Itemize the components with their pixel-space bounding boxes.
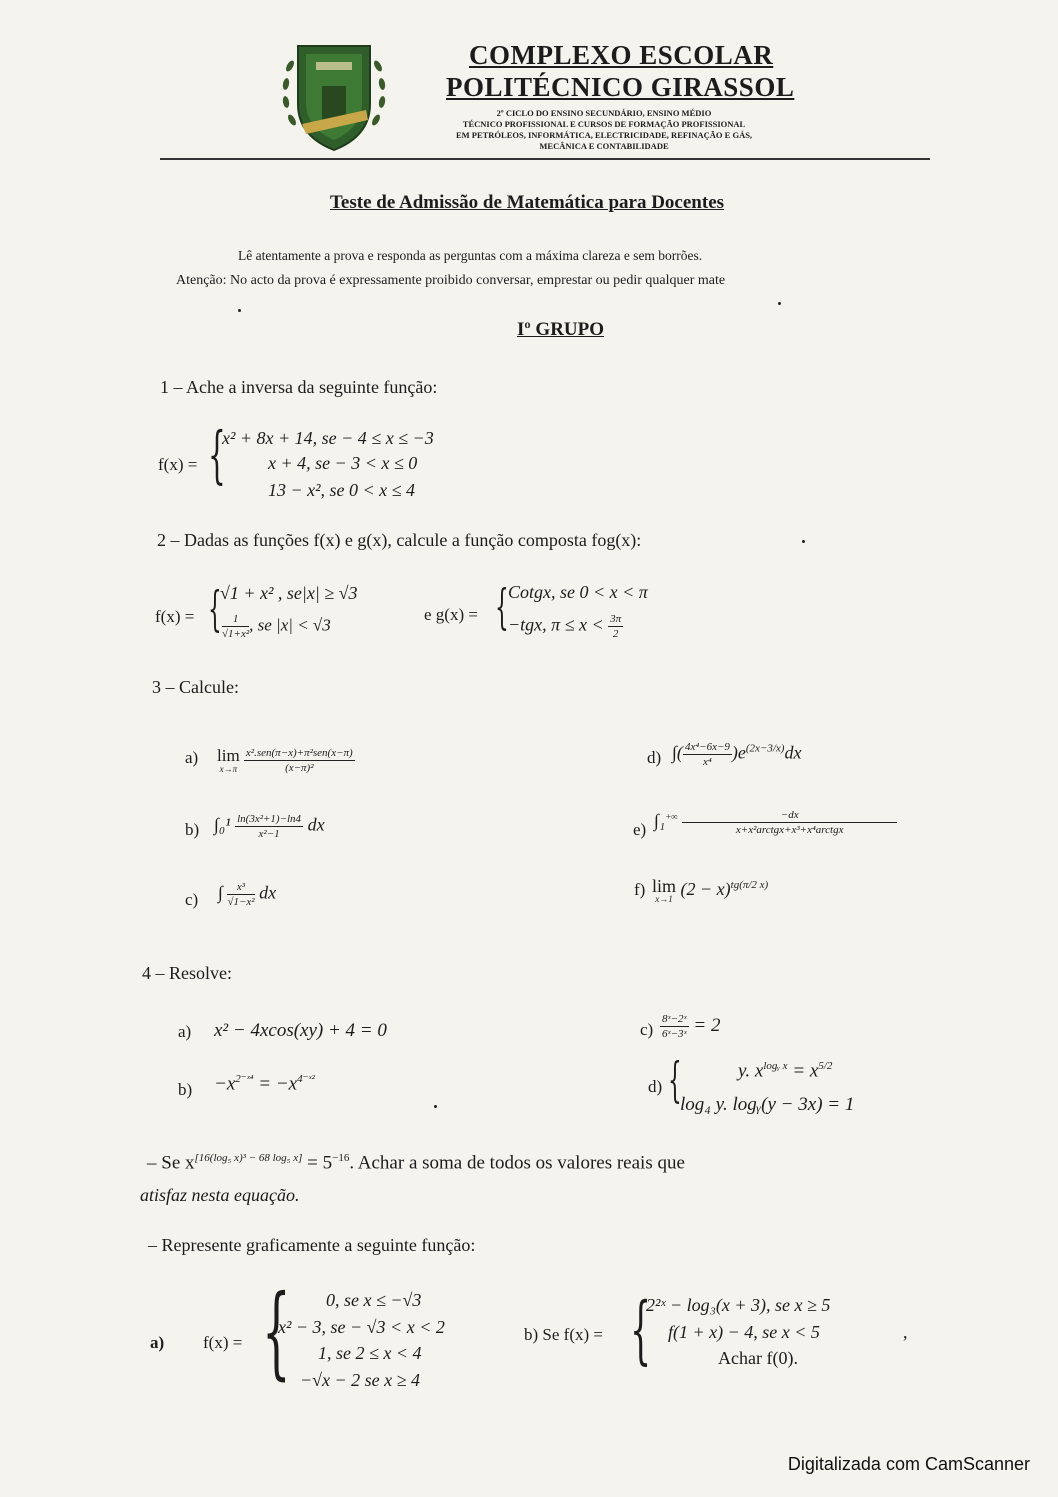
q3c-label: c) xyxy=(185,890,199,909)
q4d-brace: { xyxy=(668,1052,682,1108)
question-4-label: 4 – Resolve: xyxy=(142,963,232,983)
q1-case-3: 13 − x², se 0 < x ≤ 4 xyxy=(268,480,416,500)
q3d-denominator: x⁴ xyxy=(703,756,712,768)
q3e-numerator: −dx xyxy=(682,808,897,823)
q2-f-name: f(x) = xyxy=(155,607,195,626)
q5-exponent: [16(log₅ x)³ − 68 log₅ x] xyxy=(194,1152,303,1164)
q3c-integral xyxy=(218,880,276,909)
q5-prefix: – Se x xyxy=(147,1152,195,1174)
q6b-case-3: Achar f(0). xyxy=(718,1348,798,1368)
q6b-brace: { xyxy=(630,1287,652,1373)
page-title: Teste de Admissão de Matemática para Docentes xyxy=(330,192,725,213)
speck xyxy=(434,1105,437,1108)
q6a-function-name: f(x) = xyxy=(203,1333,243,1352)
q4b-equation xyxy=(214,1072,315,1095)
q3a-numerator: x².sen(π−x)+π²sen(x−π) xyxy=(245,747,353,759)
q1-case-2: x + 4, se − 3 < x ≤ 0 xyxy=(268,453,418,473)
q3c-denominator: √1−x² xyxy=(227,896,255,908)
q6a-case-2: x² − 3, se − √3 < x < 2 xyxy=(278,1317,445,1337)
q3e-integral-sign: ∫₁ xyxy=(654,810,666,831)
school-name-line2: POLITÉCNICO GIRASSOL xyxy=(446,72,795,102)
header-subtitle-3: EM PETRÓLEOS, INFORMÁTICA, ELECTRICIDADE, REFINAÇÃO E GÁS, xyxy=(455,130,753,140)
q3f-exponent: tg(π/2 x) xyxy=(730,879,769,892)
q5-rhs: = 5 xyxy=(302,1152,333,1174)
q6a-label: a) xyxy=(150,1333,165,1352)
q3a-label: a) xyxy=(185,748,199,767)
q2-g-case-2 xyxy=(508,612,623,641)
q2-g-brace: { xyxy=(495,579,509,635)
q4b-lhs: −x xyxy=(214,1073,236,1095)
question-2-label: 2 – Dadas as funções f(x) e g(x), calcule a função composta fog(x): xyxy=(157,530,642,550)
q2-f-case2-numerator: 1 xyxy=(222,612,249,627)
header-subtitle-1: 2º CICLO DO ENSINO SECUNDÁRIO, ENSINO MÉDIO xyxy=(496,108,712,118)
q4c-rhs: = 2 xyxy=(693,1014,721,1036)
q6a-case-1: 0, se x ≤ −√3 xyxy=(326,1290,422,1310)
q3d-start: ∫( xyxy=(672,742,683,763)
speck xyxy=(238,309,241,312)
q4d-label: d) xyxy=(648,1077,663,1096)
q4c-label: c) xyxy=(640,1020,654,1039)
q3e-denominator: x+x²arctgx+x³+x⁴arctgx xyxy=(735,824,844,836)
q4b-rhs-exponent: 4⁻ˣ² xyxy=(297,1073,315,1085)
q3d-numerator: 4x⁴−6x−9 xyxy=(684,741,730,753)
question-5-line-2: atisfaz nesta equação. xyxy=(140,1185,300,1205)
q3f-lim-sub: x→1 xyxy=(655,894,673,904)
q6b-case-1: 2²ˣ − log₃(x + 3), se x ≥ 5 xyxy=(646,1295,831,1315)
q4c-equation xyxy=(660,1012,720,1041)
header-divider xyxy=(160,158,930,160)
question-3-label: 3 – Calcule: xyxy=(152,677,239,697)
q3e-label: e) xyxy=(633,820,647,839)
school-crest-logo xyxy=(276,26,392,156)
q4d-line-2: log₄ y. logᵧ(y − 3x) = 1 xyxy=(680,1094,855,1115)
q4b-rhs: = −x xyxy=(253,1073,298,1095)
q3d-exponent: (2x−3/x) xyxy=(745,742,785,755)
q2-f-brace: { xyxy=(208,581,222,637)
q5-rhs-exponent: −16 xyxy=(332,1152,350,1164)
q1-case-1: x² + 8x + 14, se − 4 ≤ x ≤ −3 xyxy=(222,428,434,448)
q3d-integral xyxy=(672,740,801,769)
q3d-dx: dx xyxy=(784,742,802,763)
q2-f-case2-condition: , se |x| < √3 xyxy=(249,615,331,635)
instruction-line-2: Atenção: No acto da prova é expressamente proibido conversar, emprestar ou pedir qualquer mate xyxy=(176,273,726,288)
q4d-line-1 xyxy=(738,1060,832,1082)
q1-function-name: f(x) = xyxy=(158,455,198,474)
q3a-lim xyxy=(217,746,355,775)
q2-f-case-2 xyxy=(222,612,331,641)
speck xyxy=(778,302,781,305)
q4d-line1-start: y. x xyxy=(738,1060,764,1082)
group-heading: Iº GRUPO xyxy=(517,319,605,340)
q5-suffix: . Achar a soma de todos os valores reais que xyxy=(349,1152,685,1174)
q3c-numerator: x³ xyxy=(227,880,254,895)
q3f-label: f) xyxy=(634,880,646,899)
q2-f-case2-denominator: √1+x² xyxy=(222,628,250,640)
school-name-line1: COMPLEXO ESCOLAR xyxy=(469,40,774,70)
q3b-denominator: x²−1 xyxy=(258,828,280,840)
instruction-line-1: Lê atentamente a prova e responda as perguntas com a máxima clareza e sem borrões. xyxy=(238,248,703,263)
q2-g-case2-text: −tgx, π ≤ x < xyxy=(508,614,604,635)
q3b-numerator: ln(3x²+1)−ln4 xyxy=(237,813,302,825)
q3f-lim-word: lim xyxy=(652,876,677,896)
q3f-limit xyxy=(652,878,768,904)
question-1-label: 1 – Ache a inversa da seguinte função: xyxy=(160,377,438,397)
q3e-integral xyxy=(654,808,897,837)
q3d-label: d) xyxy=(647,748,662,767)
speck xyxy=(802,540,805,543)
q3c-dx: dx xyxy=(259,882,277,903)
q4d-line1-exponent: logᵧ x xyxy=(763,1060,788,1072)
q2-g-case2-denominator: 2 xyxy=(612,628,619,640)
q3b-integral-sign: ∫₀¹ xyxy=(214,814,231,835)
camscanner-watermark: Digitalizada com CamScanner xyxy=(787,1454,1030,1474)
q6a-case-3: 1, se 2 ≤ x < 4 xyxy=(318,1343,422,1363)
q4b-label: b) xyxy=(178,1080,193,1099)
question-6-label: – Represente graficamente a seguinte função: xyxy=(148,1235,476,1255)
q3a-lim-word: lim xyxy=(217,745,240,765)
q3b-label: b) xyxy=(185,820,200,839)
q3b-integral xyxy=(214,812,325,841)
q6b-label: b) Se f(x) = xyxy=(524,1325,603,1344)
q4a-label: a) xyxy=(178,1022,192,1041)
q4d-line1-rhs-exponent: 5/2 xyxy=(818,1060,833,1072)
q4d-line1-rhs: = x xyxy=(787,1060,819,1082)
q3a-lim-sub: x→π xyxy=(219,763,238,774)
q2-g-case-1: Cotgx, se 0 < x < π xyxy=(508,582,648,602)
q4b-lhs-exponent: 2⁻ˣ⁴ xyxy=(235,1073,254,1085)
q6a-case-4: −√x − 2 se x ≥ 4 xyxy=(300,1370,421,1390)
q3a-denominator: (x−π)² xyxy=(285,762,314,774)
q2-g-case2-numerator: 3π xyxy=(610,613,622,625)
q3e-upper-limit: +∞ xyxy=(665,811,678,822)
q6b-case-2: f(1 + x) − 4, se x < 5 xyxy=(668,1322,820,1342)
q3d-end: )e xyxy=(731,742,746,763)
q2-g-name: e g(x) = xyxy=(424,605,478,624)
header-subtitle-2: TÉCNICO PROFISSIONAL E CURSOS DE FORMAÇÃO PROFISSIONAL xyxy=(462,119,746,129)
header-subtitle-4: MECÂNICA E CONTABILIDADE xyxy=(539,141,669,151)
q6b-comma: , xyxy=(903,1322,908,1342)
question-5-text xyxy=(147,1152,685,1174)
q3c-integral-sign: ∫ xyxy=(218,882,223,903)
q4c-numerator: 8ˣ−2ˣ xyxy=(662,1013,687,1025)
q4c-denominator: 6ˣ−3ˣ xyxy=(662,1028,687,1040)
q2-f-case-1: √1 + x² , se|x| ≥ √3 xyxy=(220,583,358,603)
q4a-equation: x² − 4xcos(xy) + 4 = 0 xyxy=(214,1020,387,1041)
q1-brace: { xyxy=(208,418,226,491)
q6a-brace: { xyxy=(262,1273,291,1390)
q3f-base: (2 − x) xyxy=(680,879,731,900)
q3b-dx: dx xyxy=(307,814,325,835)
